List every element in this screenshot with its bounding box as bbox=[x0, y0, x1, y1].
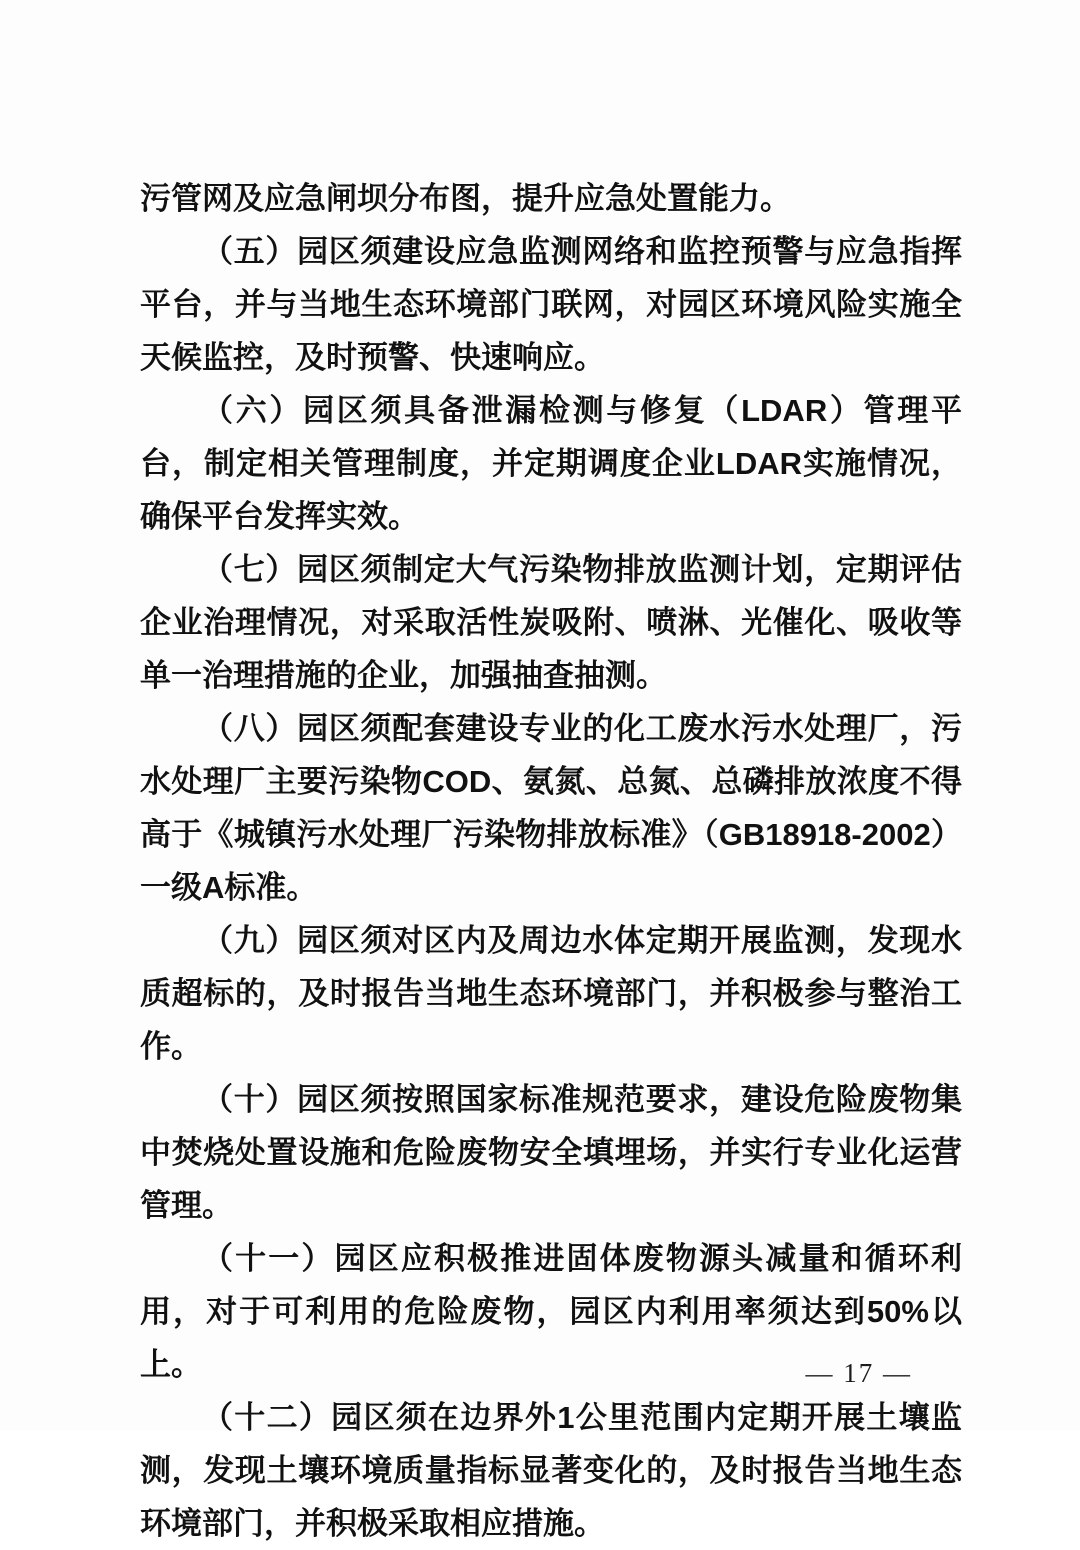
para-item-12: （十二）园区须在边界外1公里范围内定期开展土壤监测，发现土壤环境质量指标显著变化的，及时报告当地生态环境部门，并积极采取相应措施。 bbox=[140, 1400, 962, 1541]
para-item-8: （八）园区须配套建设专业的化工废水污水处理厂，污水处理厂主要污染物COD、氨氮、总氮、总磷排放浓度不得高于《城镇污水处理厂污染物排放标准》（GB18918-2002）一级A标准。 bbox=[140, 711, 962, 905]
para-continuation: 污管网及应急闸坝分布图，提升应急处置能力。 bbox=[140, 181, 791, 216]
para-item-7: （七）园区须制定大气污染物排放监测计划，定期评估企业治理情况，对采取活性炭吸附、喷淋、光催化、吸收等单一治理措施的企业，加强抽查抽测。 bbox=[140, 552, 962, 693]
para-item-6: （六）园区须具备泄漏检测与修复（LDAR）管理平台，制定相关管理制度，并定期调度企业LDAR实施情况，确保平台发挥实效。 bbox=[140, 393, 962, 534]
para-item-11: （十一）园区应积极推进固体废物源头减量和循环利用，对于可利用的危险废物，园区内利用率须达到50%以上。 bbox=[140, 1241, 962, 1382]
document-body-text bbox=[140, 172, 962, 1550]
para-item-10: （十）园区须按照国家标准规范要求，建设危险废物集中焚烧处置设施和危险废物安全填埋场，并实行专业化运营管理。 bbox=[140, 1082, 962, 1223]
page-number: — 17 — bbox=[805, 1358, 912, 1388]
para-item-5: （五）园区须建设应急监测网络和监控预警与应急指挥平台，并与当地生态环境部门联网，对园区环境风险实施全天候监控，及时预警、快速响应。 bbox=[140, 234, 962, 375]
para-item-9: （九）园区须对区内及周边水体定期开展监测，发现水质超标的，及时报告当地生态环境部门，并积极参与整治工作。 bbox=[140, 923, 962, 1064]
